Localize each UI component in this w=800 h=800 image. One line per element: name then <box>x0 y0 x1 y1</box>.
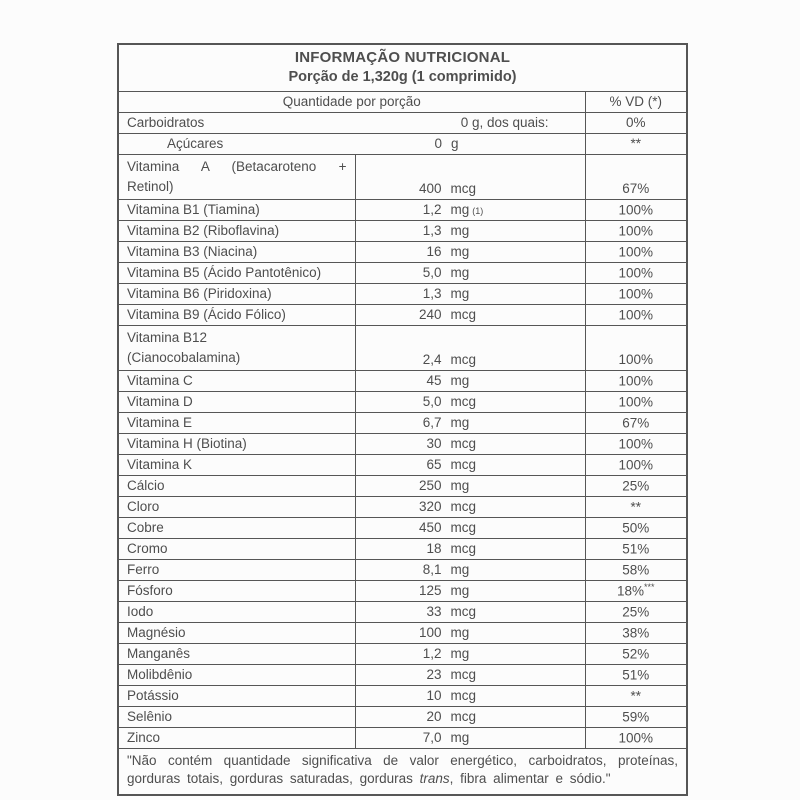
carbohydrates-cell <box>118 112 585 133</box>
amount <box>364 583 577 598</box>
nutrient-dv <box>585 199 687 220</box>
name-line-1: Vitamina B12 <box>127 329 208 345</box>
nutrient-amount <box>355 580 585 601</box>
nutrient-amount <box>355 622 585 643</box>
amount-unit: mcg <box>450 307 477 323</box>
nutrient-name <box>118 154 355 199</box>
amount-number: 450 <box>418 520 442 536</box>
title-cell <box>118 44 687 91</box>
amount-unit: mcg <box>450 541 477 557</box>
name-text: Vitamina C <box>127 373 193 389</box>
daily-value-header: % VD (*) <box>585 91 687 112</box>
name-text: Ferro <box>127 562 160 578</box>
name-text: Vitamina B3 (Niacina) <box>127 244 258 260</box>
nutrient-dv <box>585 220 687 241</box>
name-text: Zinco <box>127 730 161 746</box>
nutrient-row <box>118 283 687 304</box>
amount-unit: mcg <box>450 499 477 515</box>
vitamin-a-row <box>118 154 687 199</box>
nutrient-dv <box>585 433 687 454</box>
nutrient-amount <box>355 538 585 559</box>
nutrient-row <box>118 433 687 454</box>
amount-number: 18 <box>426 541 442 557</box>
dv-text: 100% <box>618 286 654 302</box>
nutrient-amount <box>355 706 585 727</box>
amount-unit: mcg <box>450 394 477 410</box>
dv-text: 100% <box>618 265 654 281</box>
amount <box>364 541 577 556</box>
amount-unit: mg <box>450 373 470 389</box>
nutrient-amount <box>355 475 585 496</box>
footnote-cell <box>118 748 687 794</box>
nutrient-dv <box>585 538 687 559</box>
serving-size: Porção de 1,320g (1 comprimido) <box>288 69 517 86</box>
nutrient-amount <box>355 262 585 283</box>
dv-text: 100% <box>618 202 654 218</box>
amount-unit: mg <box>450 265 470 281</box>
name-text: Magnésio <box>127 625 186 641</box>
amount-unit: mcg <box>450 688 477 704</box>
name-text: Vitamina E <box>127 415 193 431</box>
nutrient-dv: 67% <box>585 154 687 199</box>
dv-text: 100% <box>618 244 654 260</box>
nutrient-row <box>118 622 687 643</box>
amount-number: 8,1 <box>422 562 442 578</box>
amount <box>364 625 577 640</box>
nutrient-amount <box>355 454 585 475</box>
amount-unit: mg <box>450 730 470 746</box>
amount-number: 6,7 <box>422 415 442 431</box>
amount-unit: mg <box>450 244 470 260</box>
dv-text: 25% <box>622 604 650 620</box>
nutrient-dv <box>585 412 687 433</box>
amount <box>364 373 577 388</box>
amount-number: 33 <box>426 604 442 620</box>
nutrient-row <box>118 412 687 433</box>
dv-text: 100% <box>618 373 654 389</box>
nutrient-amount <box>355 643 585 664</box>
nutrient-name <box>118 580 355 601</box>
amount-number: 16 <box>426 244 442 260</box>
name-text: Vitamina B6 (Piridoxina) <box>127 286 272 302</box>
nutrient-dv <box>585 559 687 580</box>
amount-unit: mcg <box>450 180 477 196</box>
name-text: Molibdênio <box>127 667 193 683</box>
name-line-2: Retinol) <box>127 178 174 194</box>
name-text: Cálcio <box>127 478 165 494</box>
nutrition-facts-table <box>117 43 688 796</box>
amount-unit: mg <box>450 478 470 494</box>
name-text: Selênio <box>127 709 173 725</box>
amount-unit: mg <box>450 625 470 641</box>
amount <box>364 709 577 724</box>
amount <box>364 202 577 217</box>
dv-text: 51% <box>622 541 650 557</box>
dv-text: ** <box>630 499 641 515</box>
nutrient-dv <box>585 622 687 643</box>
amount-number: 400 <box>418 180 442 196</box>
name-line-2: (Cianocobalamina) <box>127 349 241 365</box>
nutrient-row <box>118 370 687 391</box>
amount <box>364 244 577 259</box>
nutrient-name <box>118 199 355 220</box>
nutrient-name <box>118 283 355 304</box>
amount-unit: mg <box>450 583 470 599</box>
name-text: Potássio <box>127 688 179 704</box>
carbohydrates-row <box>118 112 687 133</box>
name-text: Vitamina B9 (Ácido Fólico) <box>127 307 286 323</box>
dv-text: 52% <box>622 646 650 662</box>
amount-unit: mg <box>450 286 470 302</box>
nutrient-amount <box>355 664 585 685</box>
amount-number: 5,0 <box>422 265 442 281</box>
name-text: Cloro <box>127 499 160 515</box>
nutrient-row <box>118 685 687 706</box>
nutrient-row <box>118 496 687 517</box>
dv-text: 100% <box>618 394 654 410</box>
nutrient-name <box>118 643 355 664</box>
amount-number: 1,2 <box>422 202 442 218</box>
amount <box>364 223 577 238</box>
vitamin-b12-row <box>118 325 687 370</box>
nutrient-row <box>118 643 687 664</box>
nutrient-name <box>118 220 355 241</box>
nutrient-amount <box>355 241 585 262</box>
dv-text: 18% <box>616 583 644 599</box>
amount-unit: mcg <box>450 667 477 683</box>
nutrient-amount <box>355 391 585 412</box>
amount-number: 1,3 <box>422 286 442 302</box>
nutrient-row <box>118 538 687 559</box>
dv-text: 100% <box>618 730 654 746</box>
dv-text: 100% <box>618 457 654 473</box>
nutrient-dv <box>585 727 687 748</box>
nutrient-amount <box>355 433 585 454</box>
amount <box>364 520 577 535</box>
amount <box>364 136 459 151</box>
amount <box>364 415 577 430</box>
nutrient-row <box>118 304 687 325</box>
nutrient-name <box>118 538 355 559</box>
nutrient-amount <box>355 517 585 538</box>
amount-unit: mcg <box>450 457 477 473</box>
nutrient-name <box>118 622 355 643</box>
amount-unit: mcg <box>450 520 477 536</box>
amount-unit: g <box>451 136 459 152</box>
nutrient-row <box>118 517 687 538</box>
footnote-text-2: , fibra alimentar e sódio." <box>449 770 611 786</box>
amount <box>364 688 577 703</box>
amount-unit: mcg <box>450 709 477 725</box>
nutrient-dv <box>585 580 687 601</box>
amount-unit: mg <box>450 415 470 431</box>
nutrient-row <box>118 580 687 601</box>
nutrient-row <box>118 391 687 412</box>
name-text: Vitamina B2 (Riboflavina) <box>127 223 280 239</box>
amount-unit: mcg <box>450 436 477 452</box>
amount <box>364 604 577 619</box>
nutrient-dv: 0% <box>585 112 687 133</box>
nutrient-dv <box>585 262 687 283</box>
nutrient-name <box>118 370 355 391</box>
nutrient-name: Açúcares <box>167 136 224 152</box>
dv-footnote-mark: *** <box>644 582 655 593</box>
name-text: Vitamina H (Biotina) <box>127 436 247 452</box>
nutrient-dv <box>585 304 687 325</box>
name-text: Vitamina B5 (Ácido Pantotênico) <box>127 265 322 281</box>
nutrient-amount <box>364 134 577 154</box>
amount <box>364 667 577 682</box>
nutrient-dv <box>585 601 687 622</box>
b-vitamins-section <box>118 199 687 325</box>
amount-number: 320 <box>418 499 442 515</box>
nutrient-name: Carboidratos <box>127 115 205 131</box>
name-text: Vitamina K <box>127 457 193 473</box>
nutrient-row <box>118 241 687 262</box>
nutrient-dv: ** <box>585 133 687 154</box>
dv-text: 100% <box>618 436 654 452</box>
name-text: Fósforo <box>127 583 173 599</box>
nutrient-name <box>118 601 355 622</box>
nutrient-dv <box>585 706 687 727</box>
amount-number: 2,4 <box>422 351 442 367</box>
nutrient-row <box>118 664 687 685</box>
amount <box>364 181 577 196</box>
minerals-section <box>118 370 687 748</box>
amount <box>364 499 577 514</box>
dv-text: ** <box>630 688 641 704</box>
nutrient-amount: 0 g, dos quais: <box>460 115 549 131</box>
nutrient-amount <box>355 325 585 370</box>
amount <box>364 646 577 661</box>
nutrient-dv <box>585 517 687 538</box>
nutrient-dv: 100% <box>585 325 687 370</box>
dv-text: 58% <box>622 562 650 578</box>
nutrient-amount <box>355 727 585 748</box>
name-text: Cromo <box>127 541 168 557</box>
nutrient-row <box>118 727 687 748</box>
nutrient-amount <box>355 412 585 433</box>
nutrient-name <box>118 664 355 685</box>
nutrient-amount <box>355 199 585 220</box>
nutrient-name <box>118 706 355 727</box>
amount-unit: mcg <box>450 604 477 620</box>
nutrient-dv <box>585 454 687 475</box>
nutrient-row <box>118 706 687 727</box>
amount <box>364 730 577 745</box>
footnote-row <box>118 748 687 794</box>
amount-number: 65 <box>426 457 442 473</box>
nutrient-amount <box>355 496 585 517</box>
sugars-row <box>118 133 687 154</box>
dv-text: 38% <box>622 625 650 641</box>
nutrition-facts-label <box>117 43 686 796</box>
dv-text: 59% <box>622 709 650 725</box>
name-text: Cobre <box>127 520 164 536</box>
amount-number: 1,3 <box>422 223 442 239</box>
amount-number: 125 <box>418 583 442 599</box>
amount-number: 23 <box>426 667 442 683</box>
nutrient-name <box>118 685 355 706</box>
nutrient-amount <box>355 283 585 304</box>
dv-text: 51% <box>622 667 650 683</box>
nutrient-name <box>118 454 355 475</box>
nutrient-row <box>118 262 687 283</box>
amount <box>364 265 577 280</box>
name-text: Iodo <box>127 604 154 620</box>
dv-text: 25% <box>622 478 650 494</box>
nutrient-name <box>118 241 355 262</box>
vitamin-b12-section <box>118 325 687 370</box>
title-row <box>118 44 687 91</box>
nutrient-dv <box>585 664 687 685</box>
amount-number: 30 <box>426 436 442 452</box>
nutrient-dv <box>585 370 687 391</box>
amount <box>364 394 577 409</box>
amount-number: 7,0 <box>422 730 442 746</box>
name-line-1: Vitamina A (Betacaroteno + <box>127 158 347 174</box>
nutrient-name <box>118 304 355 325</box>
amount <box>364 307 577 322</box>
amount <box>364 457 577 472</box>
dv-text: 100% <box>618 223 654 239</box>
amount <box>364 436 577 451</box>
nutrient-name <box>118 262 355 283</box>
amount-unit: mg <box>450 646 470 662</box>
nutrient-name <box>118 559 355 580</box>
quantity-header: Quantidade por porção <box>118 91 585 112</box>
amount-number: 0 <box>434 136 442 152</box>
nutrient-name <box>118 325 355 370</box>
label-header-section <box>118 44 687 199</box>
nutrient-name <box>118 496 355 517</box>
nutrient-amount <box>355 370 585 391</box>
nutrient-row <box>118 475 687 496</box>
amount-unit: mg <box>450 223 470 239</box>
dv-text: 100% <box>618 307 654 323</box>
amount-unit: mg <box>450 202 470 218</box>
name-text: Manganês <box>127 646 191 662</box>
name-text: Vitamina D <box>127 394 193 410</box>
nutrient-amount <box>355 220 585 241</box>
amount-number: 5,0 <box>422 394 442 410</box>
nutrient-amount <box>355 685 585 706</box>
nutrient-amount <box>355 559 585 580</box>
amount-number: 20 <box>426 709 442 725</box>
nutrient-row <box>118 199 687 220</box>
amount <box>364 562 577 577</box>
nutrient-amount <box>355 304 585 325</box>
nutrient-dv <box>585 241 687 262</box>
nutrient-row <box>118 454 687 475</box>
amount-number: 45 <box>426 373 442 389</box>
nutrient-name <box>118 412 355 433</box>
nutrient-row <box>118 220 687 241</box>
amount-number: 10 <box>426 688 442 704</box>
amount <box>364 352 577 367</box>
nutrient-row <box>118 559 687 580</box>
nutrient-dv <box>585 643 687 664</box>
nutrient-name <box>118 517 355 538</box>
footnote-italic-word: trans <box>419 770 450 786</box>
nutrient-dv <box>585 475 687 496</box>
name-text: Vitamina B1 (Tiamina) <box>127 202 260 218</box>
amount <box>364 286 577 301</box>
amount <box>364 478 577 493</box>
dv-text: 50% <box>622 520 650 536</box>
amount-unit: mcg <box>450 351 477 367</box>
nutrient-dv <box>585 283 687 304</box>
amount-number: 100 <box>418 625 442 641</box>
nutrient-amount <box>355 154 585 199</box>
footnote-section <box>118 748 687 794</box>
label-title: INFORMAÇÃO NUTRICIONAL <box>294 49 511 66</box>
nutrient-name <box>118 475 355 496</box>
nutrient-name <box>118 727 355 748</box>
dv-text: 67% <box>622 415 650 431</box>
amount-unit: mg <box>450 562 470 578</box>
amount-footnote-mark: (1) <box>472 206 484 217</box>
column-header-row <box>118 91 687 112</box>
amount-number: 250 <box>418 478 442 494</box>
amount-number: 240 <box>418 307 442 323</box>
nutrient-name <box>118 433 355 454</box>
nutrient-name <box>118 391 355 412</box>
sugars-cell <box>118 133 585 154</box>
nutrient-row <box>118 601 687 622</box>
nutrient-amount <box>355 601 585 622</box>
nutrient-dv <box>585 685 687 706</box>
nutrient-dv <box>585 496 687 517</box>
footnote-text-1: "Não contém quantidade significativa de valor energético, carboidratos, proteínas, gorduras totais, gorduras saturadas, gorduras <box>127 752 678 786</box>
amount-number: 1,2 <box>422 646 442 662</box>
nutrient-dv <box>585 391 687 412</box>
